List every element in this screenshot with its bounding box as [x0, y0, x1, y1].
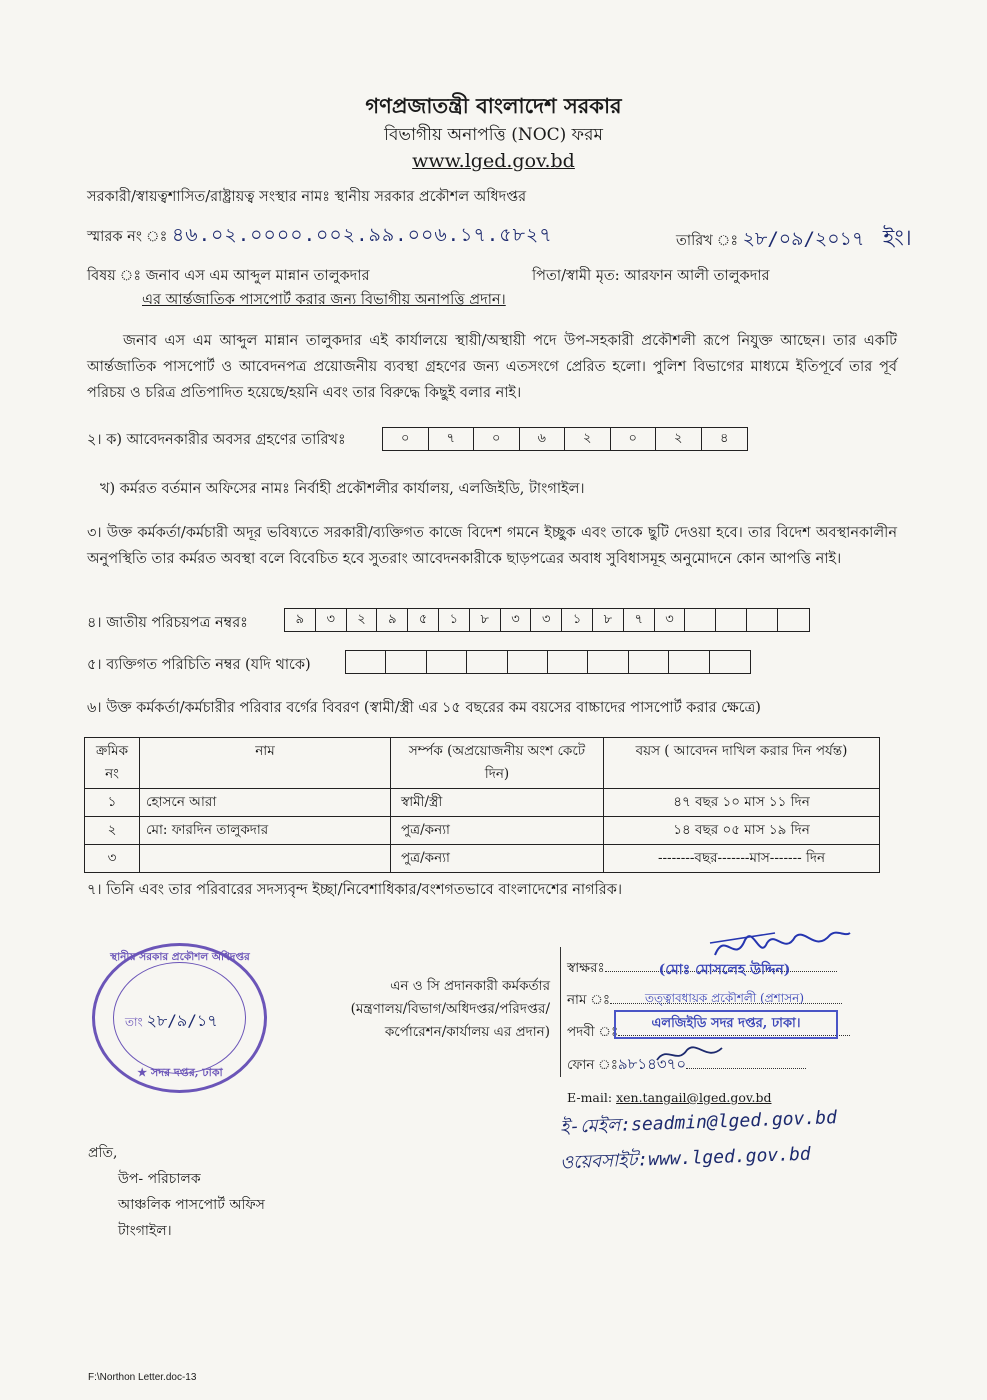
- family-relation: পুত্র/কন্যা: [391, 817, 604, 845]
- designation-label: পদবী ঃ: [567, 1024, 619, 1040]
- family-table: [84, 737, 880, 873]
- noc-giver-line2: (মন্ত্রণালয়/বিভাগ/অধিদপ্তর/পরিদপ্তর/: [350, 1001, 550, 1017]
- name-label: নাম ঃ: [567, 992, 611, 1008]
- nid-digit-box: ৩: [655, 609, 686, 631]
- family-name: [140, 845, 391, 873]
- personal-id-digit-box: [508, 651, 548, 673]
- seal-date-label: তাং: [125, 1015, 143, 1029]
- personal-id-digit-box: [427, 651, 467, 673]
- personal-id-digit-box: [346, 651, 386, 673]
- recipient-to: প্রতি,: [88, 1145, 118, 1161]
- item-3-paragraph: ৩। উক্ত কর্মকর্তা/কর্মচারী অদূর ভবিষ্যতে সরকারী/ব্যক্তিগত কাজে বিদেশ গমনে ইচ্ছুক এবং তাকে ছুটি দেওয়া হবে। তার বিদেশ অবস্থানকালীন অনুপস্থিতি তার কর্মরত অবস্থা বলে বিবেচিত হবে সুতরাং আবেদনকারীকে ছাড়পত্রের অবাধ সুবিধাসমূহ অনুমোদনে কোন আপত্তি নাই।: [87, 525, 897, 567]
- retirement-date-boxes: [382, 427, 748, 451]
- phone-value: ৯৮১৪৩৭০: [617, 1055, 687, 1073]
- sign-label: স্বাক্ষরঃ: [567, 960, 605, 976]
- email-value[interactable]: xen.tangail@lged.gov.bd: [616, 1090, 772, 1105]
- nid-digit-box: ৫: [408, 609, 439, 631]
- citizenship-line: ৭। তিনি এবং তার পরিবারের সদস্যবৃন্দ ইচ্ছা/নিবেশাধিকার/বংশগতভাবে বাংলাদেশের নাগরিক।: [87, 882, 623, 898]
- nid-digit-box: ৩: [316, 609, 347, 631]
- personal-id-digit-box: [629, 651, 669, 673]
- retirement-date-digit-box: ২: [656, 428, 702, 450]
- officer-stamp-designation: তত্ত্বাবধায়ক প্রকৌশলী (প্রশাসন): [644, 991, 805, 1005]
- government-title: গণপ্রজাতন্ত্রী বাংলাদেশ সরকার: [365, 93, 622, 118]
- email-label: E-mail:: [567, 1090, 613, 1105]
- handwritten-website: ওয়েবসাইট:www.lged.gov.bd: [559, 1143, 812, 1174]
- personal-id-label: ৫। ব্যক্তিগত পরিচিতি নম্বর (যদি থাকে): [87, 657, 311, 673]
- handwritten-email: ই-মেইল:seadmin@lged.gov.bd: [559, 1107, 838, 1138]
- file-path-footer: F:\Northon Letter.doc-13: [88, 1372, 197, 1383]
- signature-scribble: [705, 925, 855, 970]
- table-row: [85, 845, 880, 873]
- memo-label: স্মারক নং ঃ: [87, 229, 168, 245]
- family-age: ১৪ বছর ০৫ মাস ১৯ দিন: [604, 817, 880, 845]
- personal-id-digit-box: [386, 651, 426, 673]
- noc-giver-line3: কর্পোরেশন/কার্যালয় এর প্রদান): [384, 1024, 550, 1040]
- subject-label: বিষয় ঃ: [87, 268, 142, 284]
- personal-id-digit-box: [710, 651, 750, 673]
- family-label: ৬। উক্ত কর্মকর্তা/কর্মচারীর পরিবার বর্গের বিবরণ (স্বামী/স্ত্রী এর ১৫ বছরের কম বয়সের বাচ্চাদের পাসপোর্ট করার ক্ষেত্রে): [87, 700, 761, 716]
- recipient-line2: আঞ্চলিক পাসপোর্ট অফিস: [118, 1197, 265, 1213]
- website-link[interactable]: www.lged.gov.bd: [412, 150, 575, 172]
- retirement-date-digit-box: ৭: [429, 428, 475, 450]
- nid-digit-box: ৯: [285, 609, 316, 631]
- father-label: পিতা/স্বামী: [532, 268, 592, 284]
- memo-date: [676, 221, 912, 258]
- noc-giver-line1: এন ও সি প্রদানকারী কর্মকর্তার: [390, 978, 550, 994]
- nid-digit-box: [778, 609, 809, 631]
- nid-digit-box: ১: [562, 609, 593, 631]
- family-relation: পুত্র/কন্যা: [391, 845, 604, 873]
- header-sl: ক্রমিক নং: [85, 738, 140, 789]
- recipient-block: [88, 1140, 265, 1244]
- form-title: বিভাগীয় অনাপত্তি (NOC) ফরম: [384, 125, 603, 145]
- seal-date-value: ২৮/৯/১৭: [146, 1011, 218, 1030]
- recipient-line1: উপ- পরিচালক: [118, 1171, 201, 1187]
- office-label: খ) কর্মরত বর্তমান অফিসের নামঃ: [100, 481, 290, 497]
- retirement-date-digit-box: ০: [611, 428, 657, 450]
- nid-digit-box: ৮: [470, 609, 501, 631]
- family-relation: স্বামী/স্ত্রী: [391, 789, 604, 817]
- header-age: বয়স ( আবেদন দাখিল করার দিন পর্যন্ত): [604, 738, 880, 789]
- family-sl: ১: [85, 789, 140, 817]
- family-age: --------বছর-------মাস------- দিন: [604, 845, 880, 873]
- seal-top-text: স্থানীয় সরকার প্রকৌশল অধিদপ্তর: [110, 951, 250, 963]
- retirement-date-digit-box: ৬: [520, 428, 566, 450]
- nid-boxes: [284, 608, 810, 632]
- retirement-date-digit-box: ৪: [720, 430, 729, 446]
- personal-id-boxes: [345, 650, 751, 674]
- email-line: [567, 1090, 771, 1105]
- personal-id-digit-box: [588, 651, 628, 673]
- father-line: [532, 265, 770, 289]
- family-sl: ২: [85, 817, 140, 845]
- recipient-line3: টাংগাইল।: [118, 1223, 172, 1239]
- org-value: স্থানীয় সরকার প্রকৌশল অধিদপ্তর: [334, 189, 527, 205]
- memo-date-value: ২৮/০৯/২০১৭: [742, 228, 865, 250]
- family-name: মো: ফারদিন তালুকদার: [140, 817, 391, 845]
- nid-digit-box: ৯: [377, 609, 408, 631]
- memo-line: [87, 221, 553, 253]
- nid-digit-box: [716, 609, 747, 631]
- memo-date-label: তারিখ ঃ: [676, 233, 739, 249]
- retirement-date-digit-box: ০: [474, 428, 520, 450]
- personal-id-digit-box: [467, 651, 507, 673]
- subject-name: জনাব এস এম আব্দুল মান্নান তালুকদার: [145, 268, 370, 284]
- org-label: সরকারী/স্বায়ত্বশাসিত/রাষ্ট্রায়ত্ব সংস্থার নামঃ: [87, 189, 331, 205]
- nid-digit-box: ১: [439, 609, 470, 631]
- family-table-header: [85, 738, 880, 789]
- initial-scribble: [652, 1040, 732, 1070]
- nid-digit-box: ৩: [531, 609, 562, 631]
- body-paragraph: জনাব এস এম আব্দুল মান্নান তালুকদার এই কার্যালয়ে স্থায়ী/অস্থায়ী পদে উপ-সহকারী প্রকৌশলী রূপে নিযুক্ত আছেন। তার একটি আর্ন্তজাতিক পাসপোর্ট ও আবেদনপত্র প্রয়োজনীয় ব্যবস্থা গ্রহণের জন্য এতসংগে প্রেরিত হলো। পুলিশ বিভাগের মাধ্যমে ইতিপূর্বে তার পূর্ব পরিচয় ও চরিত্র প্রতিপাদিত হয়েছে/হয়নি এবং তার বিরুদ্ধে কিছুই বলার নাই।: [87, 333, 897, 401]
- org-line: [87, 186, 526, 210]
- retirement-date-digit-box: ০: [383, 428, 429, 450]
- subject-line-2: এর আর্ন্তজাতিক পাসপোর্ট করার জন্য বিভাগীয় অনাপত্তি প্রদান।: [142, 292, 506, 308]
- seal-bottom-text: ★ সদর দপ্তর, ঢাকা: [137, 1066, 223, 1079]
- nid-digit-box: ৮: [593, 609, 624, 631]
- table-row: [85, 789, 880, 817]
- nid-digit-box: [685, 609, 716, 631]
- personal-id-digit-box: [548, 651, 588, 673]
- father-value: মৃত: আরফান আলী তালুকদার: [595, 268, 770, 284]
- retirement-date-label: ২। ক) আবেদনকারীর অবসর গ্রহণের তারিখঃ: [87, 432, 346, 448]
- table-row: [85, 817, 880, 845]
- nid-label: ৪। জাতীয় পরিচয়পত্র নম্বরঃ: [87, 615, 248, 631]
- nid-digit-box: ২: [347, 609, 378, 631]
- round-seal: [92, 943, 267, 1093]
- personal-id-digit-box: [669, 651, 709, 673]
- officer-stamp-name: (মোঃ মোসলেহ উদ্দিন): [658, 962, 791, 978]
- memo-number: ৪৬.০২.০০০০.০০২.৯৯.০০৬.১৭.৫৮২৭: [171, 224, 553, 246]
- retirement-date-digit-box: ২: [565, 428, 611, 450]
- seal-date: [125, 1008, 218, 1035]
- nid-digit-box: ৩: [501, 609, 532, 631]
- family-age: ৪৭ বছর ১০ মাস ১১ দিন: [604, 789, 880, 817]
- family-name: হোসনে আরা: [140, 789, 391, 817]
- officer-stamp-office: এলজিইডি সদর দপ্তর, ঢাকা।: [614, 1010, 838, 1039]
- office-line: [100, 478, 585, 502]
- subject-line: [87, 265, 369, 289]
- phone-label: ফোন ঃ: [567, 1057, 618, 1073]
- memo-date-suffix: ইং।: [882, 226, 912, 251]
- noc-giver-block: [330, 975, 550, 1044]
- office-value: নির্বাহী প্রকৌশলীর কার্যালয়, এলজিইডি, টাংগাইল।: [294, 481, 585, 497]
- header-relation: সর্ম্পক (অপ্রয়োজনীয় অংশ কেটে দিন): [391, 738, 604, 789]
- signature-divider: [560, 947, 562, 1077]
- nid-digit-box: ৭: [624, 609, 655, 631]
- family-sl: ৩: [85, 845, 140, 873]
- nid-digit-box: [747, 609, 778, 631]
- header-name: নাম: [140, 738, 391, 789]
